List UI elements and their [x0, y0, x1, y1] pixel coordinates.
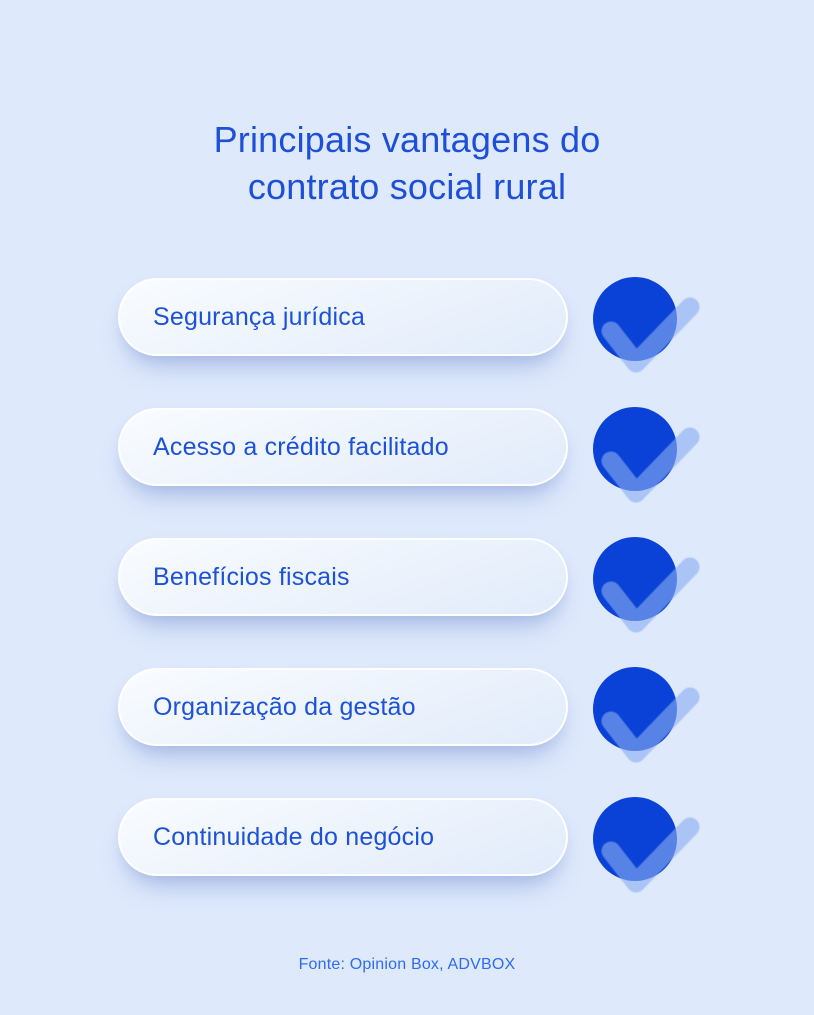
check-circle-icon — [588, 536, 713, 661]
check-circle-icon — [588, 276, 713, 401]
item-pill — [118, 798, 568, 876]
item-label: Benefícios fiscais — [153, 562, 350, 591]
item-label: Acesso a crédito facilitado — [153, 432, 449, 461]
page-title — [0, 116, 814, 210]
title-line-2: contrato social rural — [247, 166, 567, 207]
item-pill — [118, 278, 568, 356]
item-pill — [118, 668, 568, 746]
list-item — [118, 666, 718, 791]
list-item — [118, 406, 718, 531]
item-label: Segurança jurídica — [153, 302, 366, 331]
title-line-1: Principais vantagens do — [213, 119, 601, 160]
item-label: Continuidade do negócio — [153, 822, 435, 851]
source-caption: Fonte: Opinion Box, ADVBOX — [298, 956, 516, 973]
check-circle-icon — [588, 666, 713, 791]
list-item — [118, 536, 718, 661]
check-circle-icon — [588, 796, 713, 921]
item-pill — [118, 408, 568, 486]
check-circle-icon — [588, 406, 713, 531]
item-pill — [118, 538, 568, 616]
list-item — [118, 276, 718, 401]
item-label: Organização da gestão — [153, 692, 416, 721]
list-item — [118, 796, 718, 921]
